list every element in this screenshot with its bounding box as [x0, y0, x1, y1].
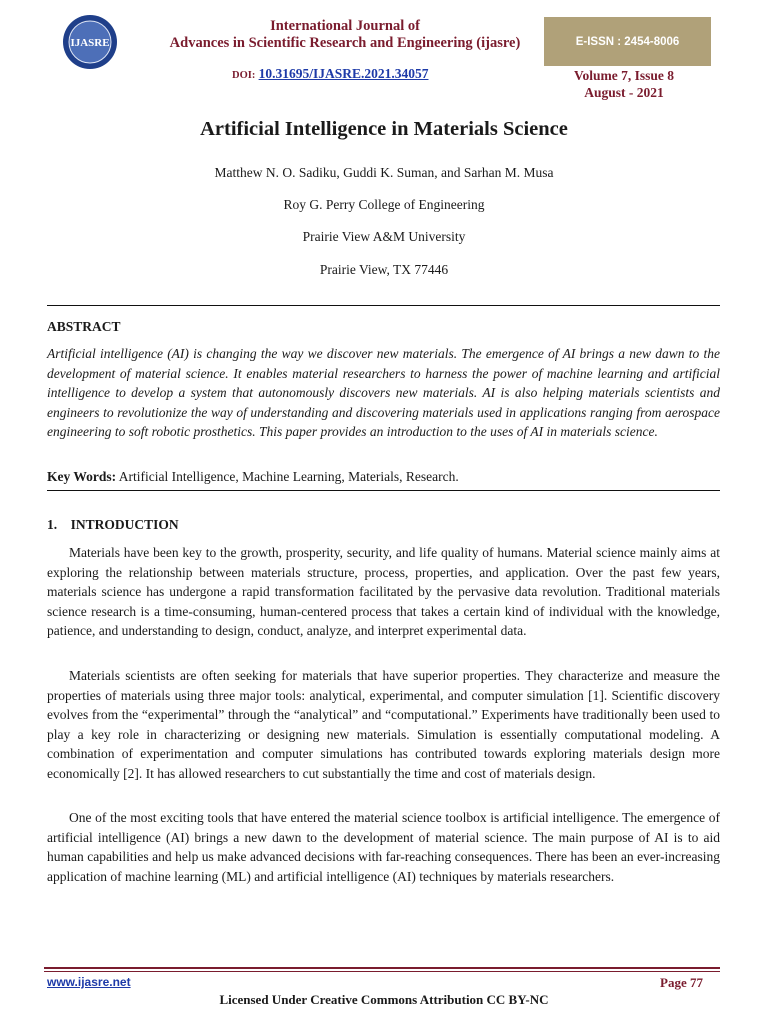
- volume-text: Volume 7, Issue 8: [573, 68, 675, 83]
- keywords-line: [47, 469, 459, 485]
- abstract-heading: ABSTRACT: [47, 319, 121, 334]
- logo-text: IJASRE: [70, 37, 110, 49]
- doi-link[interactable]: 10.31695/IJASRE.2021.34057: [258, 66, 429, 81]
- abstract-text: Artificial intelligence (AI) is changing the way we discover new materials. The emergence of AI brings a new dawn to the development of material science. It enables material researchers to harness the power of machine learning and artificial intelligence to develop a system that autonomously discovers new materials. AI is also helping materials scientists and engineers to revolutionize the way of understanding and discovering materials used in applications ranging from aerospace engineering to soft robotic prosthetics. This paper provides an introduction to the uses of AI in materials science.: [47, 346, 720, 439]
- footer-website-link[interactable]: www.ijasre.net: [47, 975, 131, 989]
- keywords-value: Artificial Intelligence, Machine Learning, Materials, Research.: [118, 469, 459, 484]
- affiliation-university: Prairie View A&M University: [302, 229, 466, 244]
- journal-name-line1: International Journal of: [270, 18, 420, 34]
- footer-rule: [44, 967, 720, 969]
- divider: [47, 305, 720, 306]
- issn-badge: [544, 17, 711, 66]
- journal-logo: [62, 14, 118, 70]
- doi-line: [232, 66, 428, 82]
- affiliation-address: Prairie View, TX 77446: [319, 262, 449, 277]
- authors: Matthew N. O. Sadiku, Guddi K. Suman, and Sarhan M. Musa: [214, 165, 554, 180]
- journal-name: [130, 18, 560, 52]
- keywords-label: Key Words:: [47, 469, 117, 484]
- section-heading-introduction: 1. INTRODUCTION: [47, 517, 179, 532]
- affiliation-college: Roy G. Perry College of Engineering: [283, 197, 485, 212]
- page-number: Page 77: [660, 975, 703, 990]
- license-notice: Licensed Under Creative Commons Attribution CC BY-NC: [219, 992, 549, 1007]
- issn-text: E-ISSN : 2454-8006: [575, 35, 680, 48]
- intro-paragraph: Materials have been key to the growth, prosperity, security, and life quality of humans. Material science mainly aims at exploring the relationship between materials structure, process, properties, and application. Over the past few years, materials science has undergone a rapid transformation facilitated by the pervasive data revolution. Traditional materials science research is a time-consuming, human-centered process that takes a certain kind of individual with the knowledge, patience, and understanding to design, conduct, analyze, and interpret experimental data.: [47, 545, 720, 638]
- journal-name-line2: Advances in Scientific Research and Engineering (ijasre): [169, 35, 521, 51]
- paper-title: Artificial Intelligence in Materials Science: [200, 118, 568, 140]
- intro-paragraph: One of the most exciting tools that have entered the material science toolbox is artificial intelligence. The emergence of artificial intelligence (AI) brings a new dawn to the development of material science. The main purpose of AI is to aid human capabilities and help us make advanced decisions with far-reaching consequences. There has been an ever-increasing application of machine learning (ML) and artificial intelligence (AI) techniques by materials researchers.: [47, 810, 720, 884]
- divider: [47, 490, 720, 491]
- volume-issue: [552, 67, 696, 101]
- footer-rule: [44, 971, 720, 972]
- doi-label: DOI:: [232, 70, 256, 81]
- intro-paragraph: Materials scientists are often seeking for materials that have superior properties. They characterize and measure the properties of materials using three major tools: analytical, experimental, and computer simulation [1]. Scientific discovery evolves from the “experimental” through the “analytical” and “computational.” Experiments have traditionally been used to play a key role in characterizing or designing new materials. Simulation is essentially computational modeling. A combination of experimentation and computer simulations has contributed towards exploring materials design more economically [2]. It has allowed researchers to cut substantially the time and cost of materials design.: [47, 668, 720, 781]
- issue-date: August - 2021: [584, 85, 664, 100]
